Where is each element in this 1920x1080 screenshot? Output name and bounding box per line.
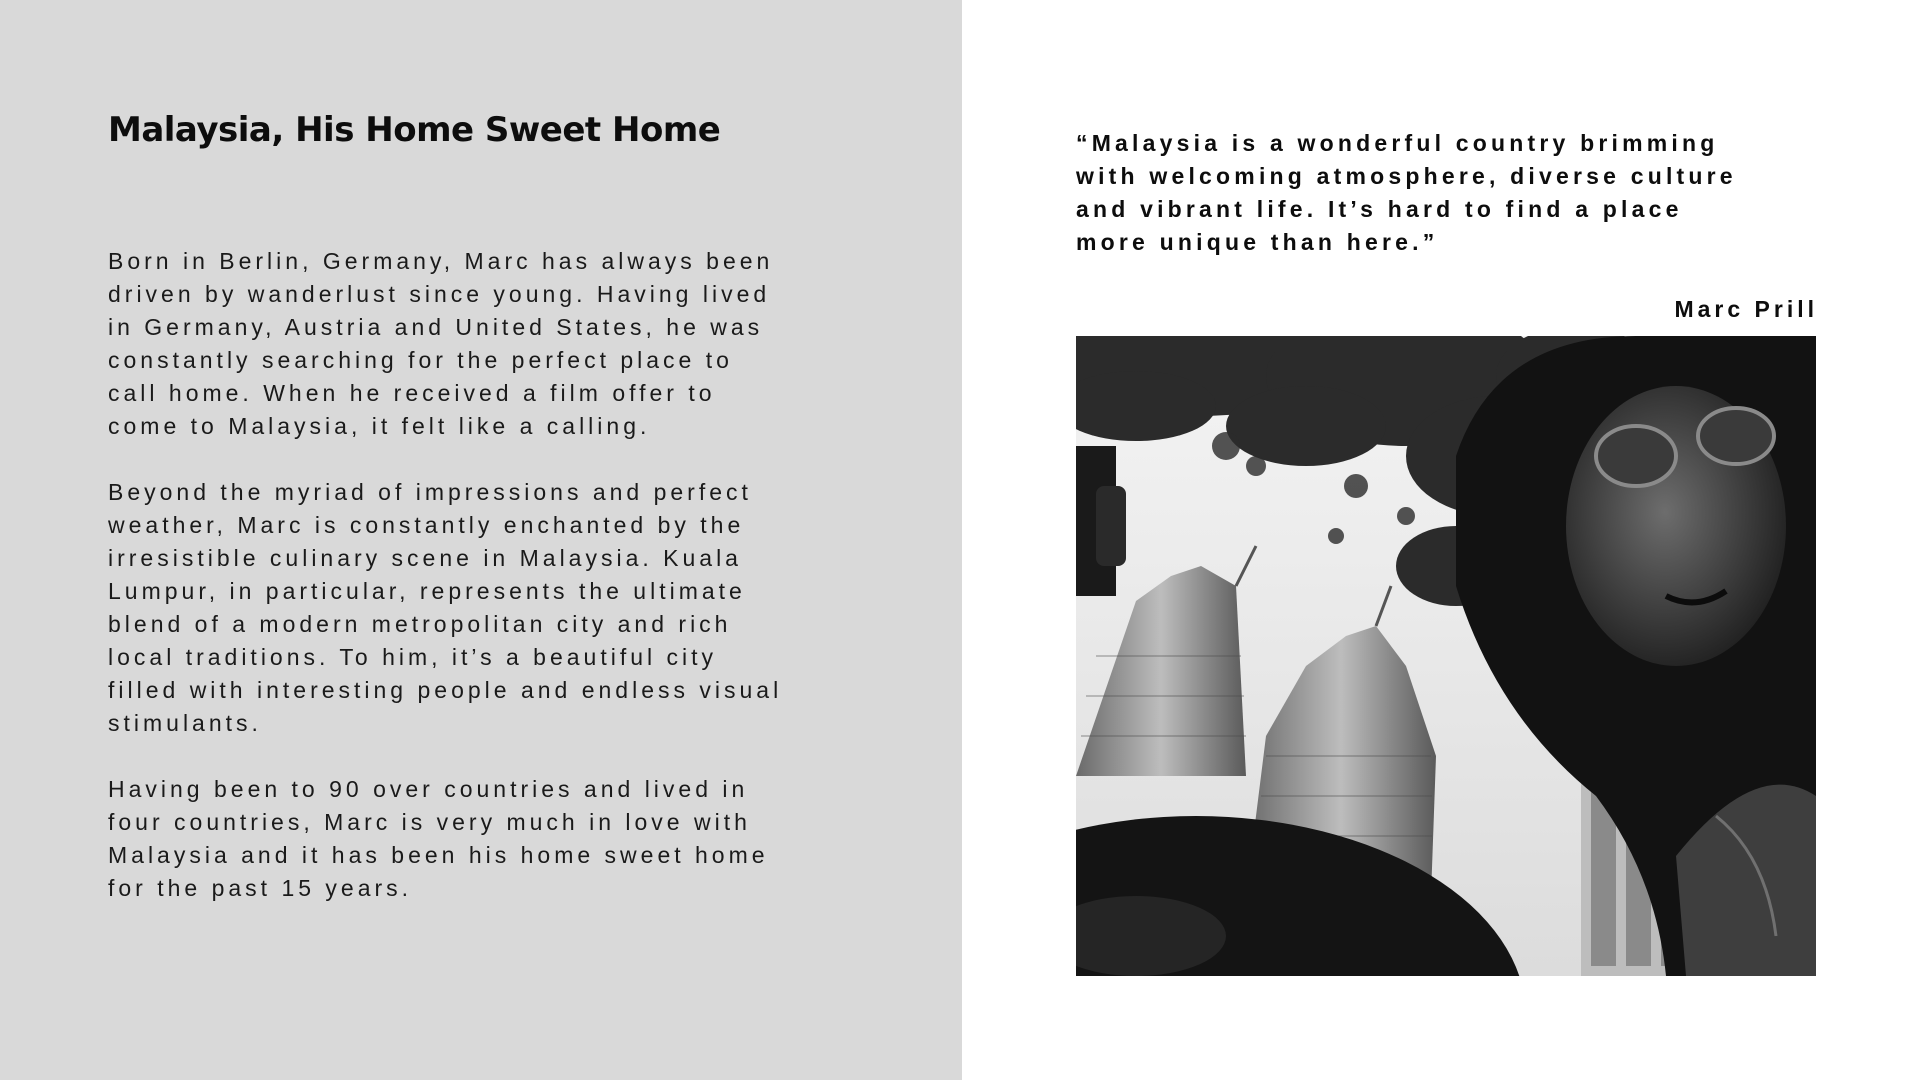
page-title: Malaysia, His Home Sweet Home xyxy=(108,110,721,150)
quote-author: Marc Prill xyxy=(1674,296,1818,322)
photo-illustration xyxy=(1076,336,1816,976)
paragraph-home: Having been to 90 over countries and lived in four countries, Marc is very much in love with Malaysia and it has been his home sweet home for the past 15 years. xyxy=(108,776,769,901)
body-text xyxy=(108,245,868,938)
paragraph-birth: Born in Berlin, Germany, Marc has always been driven by wanderlust since young. Having lived in Germany, Austria and United States, he was constantly searching for the perfect place to call home. When he received a film offer to come to Malaysia, it felt like a calling. xyxy=(108,248,774,439)
portrait-photo xyxy=(1076,336,1816,976)
paragraph-culinary: Beyond the myriad of impressions and perfect weather, Marc is constantly enchanted by the irresistible culinary scene in Malaysia. Kuala Lumpur, in particular, represents the ultimate blend of a modern metropolitan city and rich local traditions. To him, it’s a beautiful city filled with interesting people and endless visual stimulants. xyxy=(108,479,783,736)
quote-text: “Malaysia is a wonderful country brimming with welcoming atmosphere, diverse culture and vibrant life. It’s hard to find a place more unique than here.” xyxy=(1076,130,1737,255)
